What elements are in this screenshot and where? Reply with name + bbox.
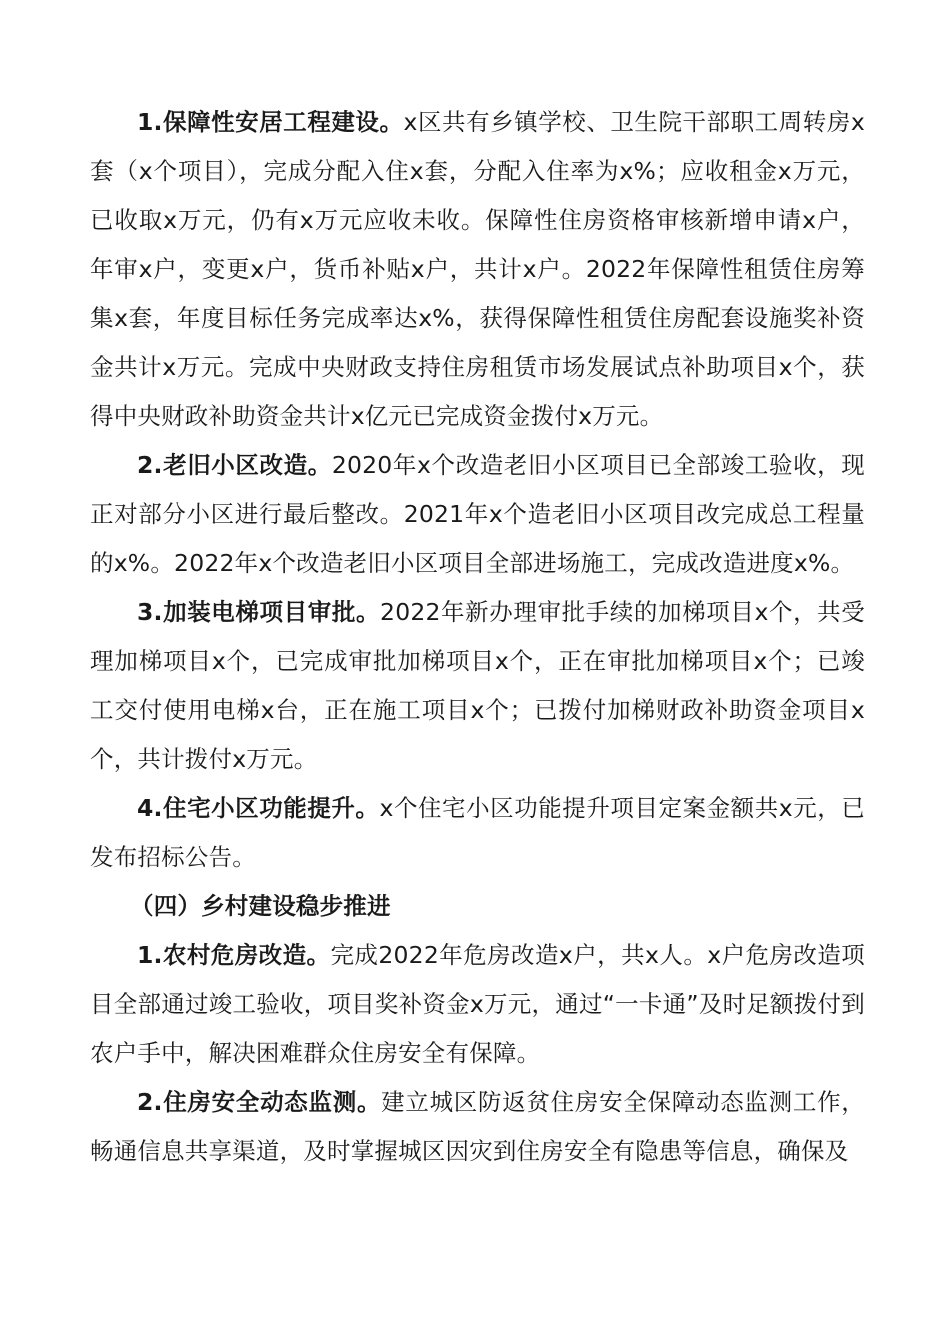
paragraph-heading: 3.加装电梯项目审批。: [137, 598, 381, 626]
paragraph-heading: 2.老旧小区改造。: [137, 451, 332, 479]
paragraph-old-community: [90, 441, 865, 588]
section-title: （四）乡村建设稳步推进: [130, 892, 391, 920]
paragraph-body: 建立城区防返贫住房安全保障动态监测工作，畅通信息共享渠道，及时掌握城区因灾到住房安全有隐患等信息，确保及: [90, 1088, 865, 1165]
paragraph-heading: 2.住房安全动态监测。: [137, 1088, 382, 1116]
paragraph-body: 完成2022年危房改造x户，共x人。x户危房改造项目全部通过竣工验收，项目奖补资金x万元，通过“一卡通”及时足额拨付到农户手中，解决困难群众住房安全有保障。: [90, 941, 865, 1067]
paragraph-body: 2020年x个改造老旧小区项目已全部竣工验收，现正对部分小区进行最后整改。2021年x个造老旧小区项目改完成总工程量的x%。2022年x个改造老旧小区项目全部进场施工，完成改造进度x%。: [90, 451, 865, 577]
paragraph-heading: 4.住宅小区功能提升。: [137, 794, 380, 822]
document-page: [90, 98, 865, 1176]
paragraph-heading: 1.农村危房改造。: [137, 941, 331, 969]
paragraph-body: 2022年新办理审批手续的加梯项目x个，共受理加梯项目x个，已完成审批加梯项目x个，正在审批加梯项目x个；已竣工交付使用电梯x台，正在施工项目x个；已拨付加梯财政补助资金项目x个，共计拨付x万元。: [90, 598, 865, 773]
paragraph-housing-monitoring: [90, 1078, 865, 1176]
paragraph-body: x区共有乡镇学校、卫生院干部职工周转房x套（x个项目），完成分配入住x套，分配入住率为x%；应收租金x万元，已收取x万元，仍有x万元应收未收。保障性住房资格审核新增申请x户，年审x户，变更x户，货币补贴x户，共计x户。2022年保障性租赁住房筹集x套，年度目标任务完成率达x%，获得保障性租赁住房配套设施奖补资金共计x万元。完成中央财政支持住房租赁市场发展试点补助项目x个，获得中央财政补助资金共计x亿元已完成资金拨付x万元。: [90, 108, 865, 430]
paragraph-community-upgrade: [90, 784, 865, 882]
paragraph-elevator: [90, 588, 865, 784]
paragraph-housing-project: [90, 98, 865, 441]
paragraph-rural-housing: [90, 931, 865, 1078]
paragraph-body: x个住宅小区功能提升项目定案金额共x元，已发布招标公告。: [90, 794, 865, 871]
paragraph-heading: 1.保障性安居工程建设。: [137, 108, 404, 136]
